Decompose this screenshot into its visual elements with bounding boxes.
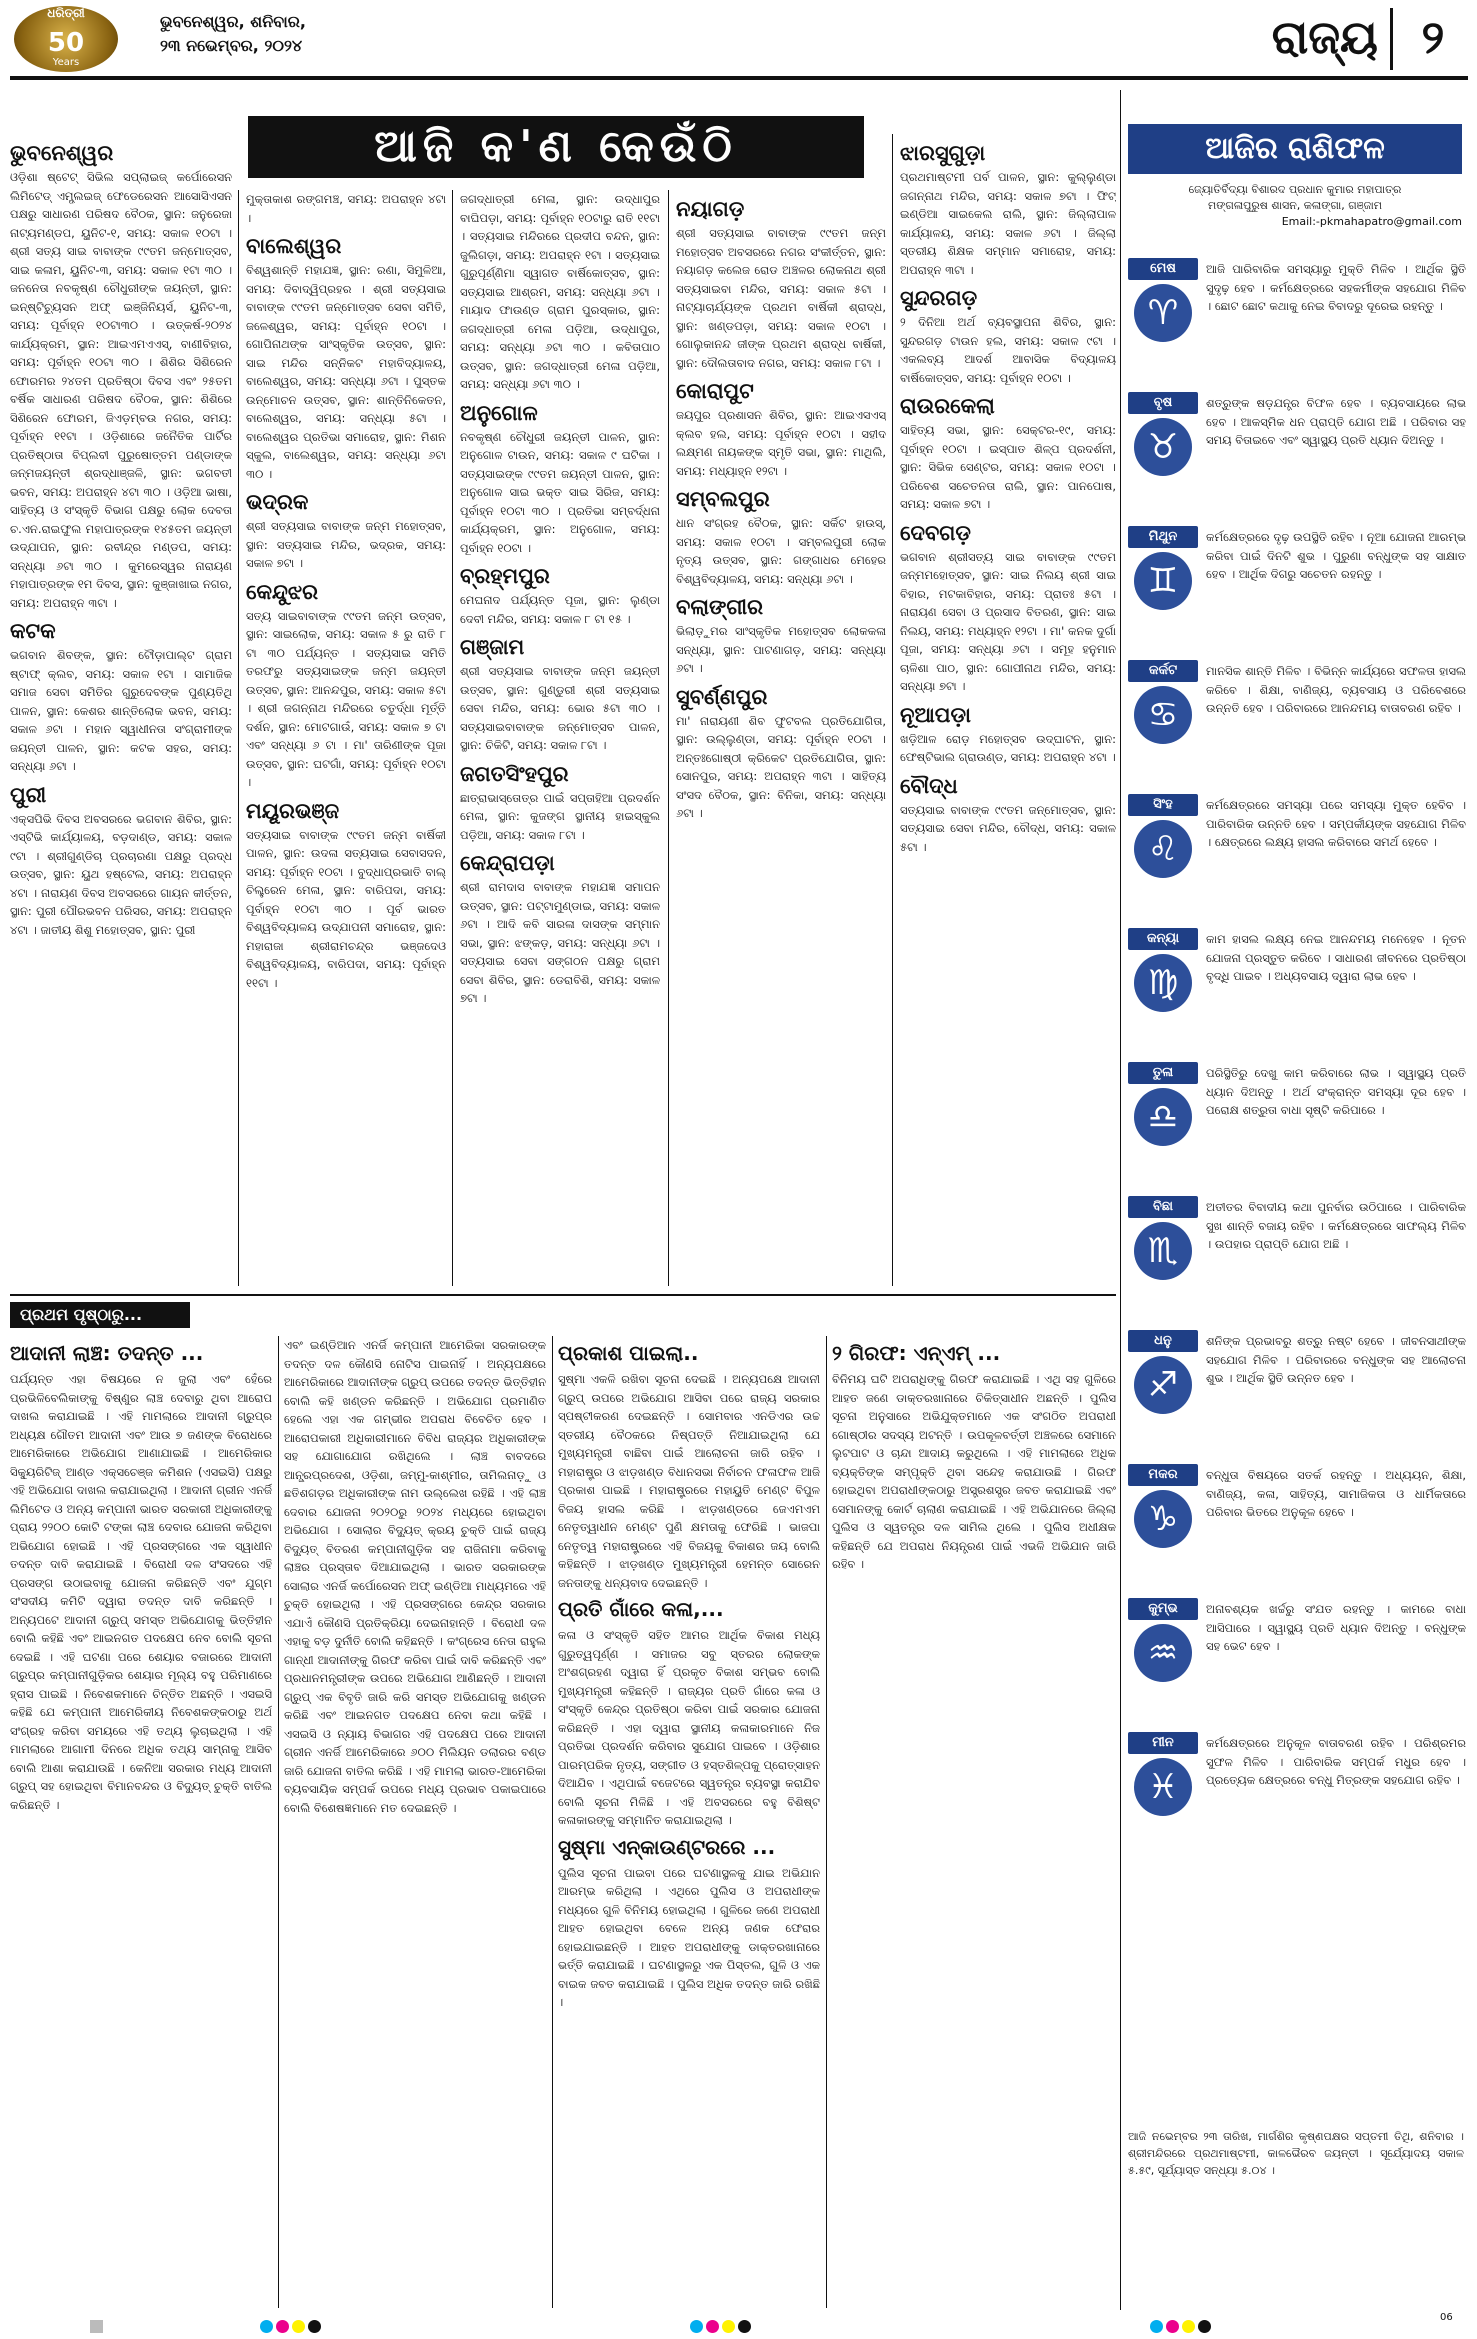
zodiac-icon: ♉	[1134, 418, 1192, 476]
astrologer-address: ମଙ୍ଗଳାପୁରୁଷ ଶାସନ, କଳାଙ୍ଗା, ଗଞ୍ଜାମ	[1208, 199, 1382, 212]
zodiac-icon: ♒	[1134, 1624, 1192, 1682]
district-heading: ଭୁବନେଶ୍ୱର	[10, 141, 114, 165]
column-divider	[238, 190, 239, 1286]
column-divider	[892, 134, 893, 1286]
astrologer-email: Email:-pkmahapatro@gmail.com	[1281, 215, 1462, 228]
zodiac-sign	[1128, 928, 1198, 1012]
article-column-4	[832, 1336, 1116, 2308]
events-column-4	[676, 190, 886, 1286]
event-listing: ଶ୍ରୀ ସତ୍ୟସାଇ ବାବାଙ୍କ ଜନ୍ମ ମହୋତ୍ସବ, ସ୍ଥାନ: ସତ୍ୟସାଇ ମନ୍ଦିର, ଭଦ୍ରକ, ସମୟ: ସକାଳ ୭ଟା ।	[246, 519, 446, 570]
district-heading: ସୁନ୍ଦରଗଡ଼	[900, 286, 978, 310]
events-column-2	[246, 190, 446, 1286]
title-divider	[1390, 8, 1393, 70]
zodiac-forecast: କାମ ହାସଲ ଲକ୍ଷ୍ୟ ନେଇ ଆନନ୍ଦମୟ ମନେହେବ । ନୂତନ ଯୋଜନା ପ୍ରସ୍ତୁତ କରିବେ । ସାଧାରଣ ଜୀବନରେ ପ୍ରତିଷ୍ଠା ବୃଦ୍ଧି ପାଇବ । ଅଧ୍ୟବସାୟ ଦ୍ୱାରା ଲାଭ ହେବ ।	[1206, 932, 1466, 983]
event-listing: ସତ୍ୟ ସାଇବାବାଙ୍କ ୯୯ତମ ଜନ୍ମ ଉତ୍ସବ, ସ୍ଥାନ: ସାଇଲୋକ, ସମୟ: ସକାଳ ୫ ରୁ ରାତି ୮ ଟା ୩୦ ପର୍ଯ୍ୟନ୍ତ । ସତ୍ୟସାଇ ସମିତି ତରଫରୁ ସତ୍ୟସାଇଙ୍କ ଜନ୍ମ ଜୟନ୍ତୀ ଉତ୍ସବ, ସ୍ଥାନ: ଆନନ୍ଦପୁର, ସମୟ: ସକାଳ ୫ଟା । ଶ୍ରୀ ଜଗନ୍ନାଥ ମନ୍ଦିରରେ ଚତୁର୍ଦ୍ଧା ମୂର୍ତ୍ତି ଦର୍ଶନ, ସ୍ଥାନ: ମୋଟଗାଉଁ, ସମୟ: ସକାଳ ୭ ଟା ଏବଂ ସନ୍ଧ୍ୟା ୬ ଟା । ମା' ତାରିଣୀଙ୍କ ପୂଜା ଉତ୍ସବ, ସ୍ଥାନ: ଘଟଗାଁ, ସମୟ: ପୂର୍ବାହ୍ନ ୧୦ଟା ।	[246, 608, 446, 789]
panjika-text: ଆଜି ନଭେମ୍ବର ୨୩ ତାରିଖ, ମାର୍ଗଶିର କୃଷ୍ଣପକ୍ଷର ସପ୍ତମୀ ତିଥି, ଶନିବାର । ଶ୍ରୀମନ୍ଦିରରେ ପ୍ରଥମାଷ୍ଟମୀ, କାଳଭୈରବ ଜୟନ୍ତୀ । ସୂର୍ଯ୍ୟୋଦୟ ସକାଳ ୫.୫୯, ସୂର୍ଯ୍ୟାସ୍ତ ସନ୍ଧ୍ୟା ୫.୦୪ ।	[1128, 2130, 1464, 2177]
newspaper-logo	[14, 6, 118, 72]
article-headline: ପ୍ରତି ଗାଁରେ କଳା,...	[558, 1597, 724, 1621]
zodiac-sign	[1128, 392, 1198, 476]
zodiac-icon: ♓	[1134, 1758, 1192, 1816]
event-listing: ଜୟପୁର ପ୍ରଶାସନ ଶିବିର, ସ୍ଥାନ: ଆଇଏସଏସ୍ କ୍ଲବ ହଲ, ସମୟ: ପୂର୍ବାହ୍ନ ୧୦ଟା । ସହୀଦ ଲକ୍ଷ୍ମଣ ନାୟକଙ୍କ ସ୍ମୃତି ସଭା, ସ୍ଥାନ: ମାଥିଲି, ସମୟ: ମଧ୍ୟାହ୍ନ ୧୨ଟା ।	[676, 408, 886, 478]
events-column-3	[460, 190, 660, 1286]
zodiac-label: ମିଥୁନ	[1128, 526, 1198, 548]
zodiac-sign	[1128, 1062, 1198, 1146]
zodiac-icon: ♌	[1134, 820, 1192, 878]
zodiac-forecast: ଆଜି ପାରିବାରିକ ସମସ୍ୟାରୁ ମୁକ୍ତି ମିଳିବ । ଆର୍ଥିକ ସ୍ଥିତି ସୁଦୃଢ଼ ହେବ । କର୍ମକ୍ଷେତ୍ରରେ ସହକର୍ମୀଙ୍କ ସହଯୋଗ ମିଳିବ । ଛୋଟ ଛୋଟ କଥାକୁ ନେଇ ବିବାଦରୁ ଦୂରେଇ ରହନ୍ତୁ ।	[1206, 262, 1466, 313]
zodiac-label: ସିଂହ	[1128, 794, 1198, 816]
district-heading: ବାଲେଶ୍ୱର	[246, 234, 342, 258]
zodiac-forecast: କର୍ମକ୍ଷେତ୍ରରେ ଅନୁକୂଳ ବାତାବରଣ ରହିବ । ପରିଶ୍ରମର ସୁଫଳ ମିଳିବ । ପାରିବାରିକ ସମ୍ପର୍କ ମଧୁର ହେବ । ପ୍ରତ୍ୟେକ କ୍ଷେତ୍ରରେ ବନ୍ଧୁ ମିତ୍ରଙ୍କ ସହଯୋଗ ରହିବ ।	[1206, 1736, 1466, 1787]
print-marks	[690, 2318, 754, 2332]
page-code: 06	[1440, 2312, 1453, 2323]
column-divider	[278, 1336, 279, 2308]
district-heading: କେନ୍ଦୁଝର	[246, 579, 319, 604]
event-listing: ଭଗବାନ ଶିବଙ୍କ, ସ୍ଥାନ: ଟୌଡ଼ାପାଲ୍ଟ ଗ୍ରାମ ଷ୍ଟାଫ୍ କ୍ଲବ, ସମୟ: ସକାଳ ୧ଟା । ସାମାଜିକ ସମାଜ ସେବା ସମିତିର ଗୁରୁଦେବଙ୍କ ପୁଣ୍ୟତିଥି ପାଳନ, ସ୍ଥାନ: କେଶର ଶାନ୍ତିଲୋକ ଭବନ, ସମୟ: ସକାଳ ୬ଟା । ମହାନ ସ୍ୱାଧୀନତା ସଂଗ୍ରାମୀଙ୍କ ଜୟନ୍ତୀ ପାଳନ, ସ୍ଥାନ: କଟକ ସହର, ସମୟ: ସନ୍ଧ୍ୟା ୬ଟା ।	[10, 648, 232, 773]
zodiac-forecast: ଶନିଙ୍କ ପ୍ରଭାବରୁ ଶତ୍ରୁ ନଷ୍ଟ ହେବେ । ଜୀବନସାଥୀଙ୍କ ସହଯୋଗ ମିଳିବ । ପରିବାରରେ ବନ୍ଧୁଙ୍କ ସହ ଆଲୋଚନା ଶୁଭ । ଆର୍ଥିକ ସ୍ଥିତି ଉନ୍ନତ ହେବ ।	[1206, 1334, 1466, 1385]
column-divider	[826, 1336, 827, 2308]
rashifal-credit	[1128, 182, 1462, 230]
event-listing: ମୁକ୍ତାକାଶ ରଙ୍ଗମଞ୍ଚ, ସମୟ: ଅପରାହ୍ନ ୪ଟା ।	[246, 192, 446, 225]
article-headline: ସୁଷ୍ମା ଏନ୍‌କାଉଣ୍ଟରରେ ...	[558, 1834, 776, 1859]
article-body: ବିନିମୟ ଘଟି ଅପରାଧିଙ୍କୁ ଗିରଫ କରାଯାଇଛି । ଏଥି ସହ ଗୁଳିରେ ଆହତ ଜଣେ ଡାକ୍ତରଖାନାରେ ଚିକିତ୍ସାଧୀନ ଅଛନ୍ତି । ପୁଲିସ ସୂଚନା ଅନୁସାରେ ଅଭିଯୁକ୍ତମାନେ ଏକ ସଂଗଠିତ ଅପରାଧୀ ଗୋଷ୍ଠୀର ସଦସ୍ୟ ଅଟନ୍ତି । ଉପକୂଳବର୍ତ୍ତୀ ଅଞ୍ଚଳରେ ସେମାନେ ଲୁଟପାଟ ଓ ଚାନ୍ଦା ଆଦାୟ କରୁଥିଲେ । ଏହି ମାମଲାରେ ଅଧିକ ବ୍ୟକ୍ତିଙ୍କ ସମ୍ପୃକ୍ତି ଥିବା ସନ୍ଦେହ କରାଯାଉଛି । ଗିରଫ ହୋଇଥିବା ଅପରାଧୀଙ୍କଠାରୁ ଅସ୍ତ୍ରଶସ୍ତ୍ର ଜବତ କରାଯାଇଛି ଏବଂ ସେମାନଙ୍କୁ କୋର୍ଟ ଚାଲାଣ କରାଯାଇଛି । ଏହି ଅଭିଯାନରେ ଜିଲ୍ଲା ପୁଲିସ ଓ ସ୍ୱତନ୍ତ୍ର ଦଳ ସାମିଲ ଥିଲେ । ପୁଲିସ ଅଧୀକ୍ଷକ କହିଛନ୍ତି ଯେ ଅପରାଧ ନିୟନ୍ତ୍ରଣ ପାଇଁ ଏଭଳି ଅଭିଯାନ ଜାରି ରହିବ ।	[832, 1372, 1116, 1571]
district-heading: ଗଞ୍ଜାମ	[460, 635, 525, 659]
district-heading: ମୟୂରଭଞ୍ଜ	[246, 798, 340, 823]
event-listing: ସାହିତ୍ୟ ସଭା, ସ୍ଥାନ: ସେକ୍ଟର-୧୯, ସମୟ: ପୂର୍ବାହ୍ନ ୧୦ଟା । ଇସ୍ପାତ ଶିଳ୍ପ ପ୍ରଦର୍ଶନୀ, ସ୍ଥାନ: ସିଭିକ ସେଣ୍ଟର, ସମୟ: ସକାଳ ୧୦ଟା । ପରିବେଶ ସଚେତନତା ରାଲି, ସ୍ଥାନ: ପାନପୋଷ, ସମୟ: ସକାଳ ୭ଟା ।	[900, 423, 1116, 511]
event-listing: ପ୍ରଥମାଷ୍ଟମୀ ପର୍ବ ପାଳନ, ସ୍ଥାନ: କୁଲ୍ଲୁଣ୍ଡା ଜଗନ୍ନାଥ ମନ୍ଦିର, ସମୟ: ସକାଳ ୭ଟା । ଫିଟ୍ ଇଣ୍ଡିଆ ସାଇକେଲ ରାଲି, ସ୍ଥାନ: ଜିଲ୍ଲାପାଳ କାର୍ଯ୍ୟାଳୟ, ସମୟ: ସକାଳ ୬ଟା । ଜିଲ୍ଲା ସ୍ତରୀୟ ଶିକ୍ଷକ ସମ୍ମାନ ସମାରୋହ, ସମୟ: ଅପରାହ୍ନ ୩ଟା ।	[900, 170, 1116, 277]
event-listing: ମେଘନାଦ ପର୍ଯ୍ୟନ୍ତ ପୂଜା, ସ୍ଥାନ: ଲୁଣ୍ଡା ଦେବୀ ମନ୍ଦିର, ସମୟ: ସକାଳ ୮ ଟା ୧୫ ।	[460, 593, 660, 626]
zodiac-label: ମୀନ	[1128, 1732, 1198, 1754]
column-divider	[452, 190, 453, 1286]
district-heading: ବଲାଙ୍ଗୀର	[676, 595, 763, 619]
column-divider	[668, 190, 669, 1286]
logo-number: 50	[47, 28, 85, 58]
article-body: ଏବଂ ଇଣ୍ଡିଆନ ଏନର୍ଜି କମ୍ପାନୀ ଆମେରିକା ସରକାରଙ୍କ ତଦନ୍ତ ଦଳ କୌଣସି ନୋଟିସ ପାଇନାହିଁ । ଅନ୍ୟପକ୍ଷରେ ଆମେରିକାରେ ଆଦାନୀଙ୍କ ଗ୍ରୁପ୍ ଉପରେ ତଦନ୍ତ ଭିତ୍ତିହୀନ ବୋଲି କହି ଖଣ୍ଡନ କରିଛନ୍ତି । ଅଭିଯୋଗ ପ୍ରମାଣିତ ହେଲେ ଏହା ଏକ ଗମ୍ଭୀର ଅପରାଧ ବିବେଚିତ ହେବ । ଆରୋପକାରୀ ଅଧିକାରୀମାନେ ବିବିଧ ରାଜ୍ୟର ଅଧିକାରୀଙ୍କ ସହ ଯୋଗାଯୋଗ ରଖିଥିଲେ । ଲାଞ୍ଚ ବାବଦରେ ଆନ୍ଧ୍ରପ୍ରଦେଶ, ଓଡ଼ିଶା, ଜମ୍ମୁ-କାଶ୍ମୀର, ତାମିଲନାଡ଼ୁ ଓ ଛତିଶଗଡ଼ର ଅଧିକାରୀଙ୍କ ନାମ ଉଲ୍ଲେଖ ରହିଛି । ଏହି ଲାଞ୍ଚ ଦେବାର ଯୋଜନା ୨୦୨୦ରୁ ୨୦୨୪ ମଧ୍ୟରେ ହୋଇଥିବା ଅଭିଯୋଗ । ସୋଲାର ବିଦ୍ୟୁତ୍ କ୍ରୟ ଚୁକ୍ତି ପାଇଁ ରାଜ୍ୟ ବିଦ୍ୟୁତ୍ ବିତରଣ କମ୍ପାନୀଗୁଡ଼ିକ ସହ ରାଜିନାମା କରିବାକୁ ଲାଞ୍ଚର ପ୍ରସ୍ତାବ ଦିଆଯାଇଥିଲା । ଭାରତ ସରକାରଙ୍କ ସୋଲାର ଏନର୍ଜି କର୍ପୋରେସନ ଅଫ୍ ଇଣ୍ଡିଆ ମାଧ୍ୟମରେ ଏହି ଚୁକ୍ତି ହୋଇଥିଲା । ଏହି ପ୍ରସଙ୍ଗରେ କେନ୍ଦ୍ର ସରକାର ଏଯାଏଁ କୌଣସି ପ୍ରତିକ୍ରିୟା ଦେଇନାହାନ୍ତି । ବିରୋଧୀ ଦଳ ଏହାକୁ ବଡ଼ ଦୁର୍ନୀତି ବୋଲି କହିଛନ୍ତି । କଂଗ୍ରେସ ନେତା ରାହୁଲ ଗାନ୍ଧୀ ଆଦାନୀଙ୍କୁ ଗିରଫ କରିବା ପାଇଁ ଦାବି କରିଛନ୍ତି ଏବଂ ପ୍ରଧାନମନ୍ତ୍ରୀଙ୍କ ଉପରେ ଅଭିଯୋଗ ଆଣିଛନ୍ତି । ଆଦାନୀ ଗ୍ରୁପ୍ ଏକ ବିବୃତି ଜାରି କରି ସମସ୍ତ ଅଭିଯୋଗକୁ ଖଣ୍ଡନ କରିଛି ଏବଂ ଆଇନଗତ ପଦକ୍ଷେପ ନେବା କଥା କହିଛି । ଏସଇସି ଓ ନ୍ୟାୟ ବିଭାଗର ଏହି ପଦକ୍ଷେପ ପରେ ଆଦାନୀ ଗ୍ରୀନ ଏନର୍ଜି ଆମେରିକାରେ ୬୦୦ ମିଲିୟନ ଡଲାରର ବଣ୍ଡ ଜାରି ଯୋଜନା ବାତିଲ କରିଛି । ଏହି ମାମଲା ଭାରତ-ଆମେରିକା ବ୍ୟବସାୟିକ ସମ୍ପର୍କ ଉପରେ ମଧ୍ୟ ପ୍ରଭାବ ପକାଇପାରେ ବୋଲି ବିଶେଷଜ୍ଞମାନେ ମତ ଦେଇଛନ୍ତି ।	[284, 1338, 546, 1815]
zodiac-sign	[1128, 258, 1198, 342]
zodiac-sign	[1128, 794, 1198, 878]
district-heading: ସୁବର୍ଣ୍ଣପୁର	[676, 684, 768, 709]
district-heading: ବୌଦ୍ଧ	[900, 773, 958, 798]
zodiac-icon: ♎	[1134, 1088, 1192, 1146]
section-rule	[10, 1294, 1116, 1296]
astrologer-name: ଜ୍ୟୋତିର୍ବିଦ୍ୟା ବିଶାରଦ ପ୍ରଧାନ କୁମାର ମହାପାତ୍ର	[1188, 183, 1402, 196]
district-heading: ରାଉରକେଲା	[900, 394, 995, 418]
event-listing: ଖଡ଼ିଆଳ ରୋଡ଼ ମହୋତ୍ସବ ଉଦ୍‌ଘାଟନ, ସ୍ଥାନ: ଫେଷ୍ଟିଭାଲ ଗ୍ରାଉଣ୍ଡ, ସମୟ: ଅପରାହ୍ନ ୪ଟା ।	[900, 731, 1116, 764]
event-listing: ଶ୍ରୀ ସତ୍ୟସାଇ ବାବାଙ୍କ ୯୯ତମ ଜନ୍ମ ମହୋତ୍ସବ ଅବସରରେ ନଗର ସଂକୀର୍ତ୍ତନ, ସ୍ଥାନ: ନୟାଗଡ଼ କଲେଜ ରୋଡ ଅଞ୍ଚଳର ଲୋକନାଥ ଶ୍ରୀ ସତ୍ୟସାଇବା ମନ୍ଦିର, ସମୟ: ସକାଳ ୫ଟା । ନାଟ୍ୟାଚାର୍ଯ୍ୟଙ୍କ ପ୍ରଥମ ବାର୍ଷିକୀ ଶ୍ରାଦ୍ଧ, ସ୍ଥାନ: ଖଣ୍ଡପଡ଼ା, ସମୟ: ସକାଳ ୧୦ଟା । ଗୋଲୁକାନନ୍ଦ ଜୀଙ୍କ ପ୍ରଥମ ଶ୍ରାଦ୍ଧ ବାର୍ଷିକୀ, ସ୍ଥାନ: ଦୌଲତାବାଦ ନଗର, ସମୟ: ସକାଳ ୮ଟା ।	[676, 226, 886, 370]
zodiac-label: ବିଛା	[1128, 1196, 1198, 1218]
district-heading: ନୂଆପଡ଼ା	[900, 702, 971, 727]
zodiac-sign	[1128, 526, 1198, 610]
zodiac-sign	[1128, 1196, 1198, 1280]
zodiac-forecast: ପରିସ୍ଥିତିରୁ ଦେଖୁ କାମ କରିବାରେ ଲାଭ । ସ୍ୱାସ୍ଥ୍ୟ ପ୍ରତି ଧ୍ୟାନ ଦିଅନ୍ତୁ । ଅର୍ଥ ସଂକ୍ରାନ୍ତ ସମସ୍ୟା ଦୂର ହେବ । ପରୋକ୍ଷ ଶତ୍ରୁତା ବାଧା ସୃଷ୍ଟି କରିପାରେ ।	[1206, 1066, 1466, 1117]
event-listing: ଓଡ଼ିଶା ଷ୍ଟେଟ୍ ସିଭିଲ ସପ୍ଲାଇଜ୍ କର୍ପୋରେସନ ଲିମିଟେଡ୍ ଏମ୍ପ୍ଲଇଜ୍ ଫେଡେରେସନ ଆସୋସିଏସନ ପକ୍ଷରୁ ସାଧାରଣ ପରିଷଦ ବୈଠକ, ସ୍ଥାନ: ଜନୁରେଜା ନାଟ୍ୟମଣ୍ଡପ, ୟୁନିଟ-୧, ସମୟ: ସକାଳ ୧୦ଟା । ଶ୍ରୀ ସତ୍ୟ ସାଇ ବାବାଙ୍କ ୯୯ତମ ଜନ୍ମୋତ୍ସବ, ସାଇ କଳାମ, ୟୁନିଟ-୩, ସମୟ: ସକାଳ ୧ଟା ୩୦ । ଜନନେତା ନବକୃଷ୍ଣ ଚୌଧୁରୀଙ୍କ ଜୟନ୍ତୀ, ସ୍ଥାନ: ଇନ୍ଷ୍ଟିଚ୍ୟୁସନ ଅଫ୍ ଇଞ୍ଜିନିୟର୍ସ, ୟୁନିଟ-୩, ସମୟ: ପୂର୍ବାହ୍ନ ୧୦ଟା୩୦ । ଉତ୍କର୍ଷ-୨୦୨୪ କାର୍ଯ୍ୟକ୍ରମ, ସ୍ଥାନ: ଆଇଏମଏଏସ୍, ବାଣୀବିହାର, ସମୟ: ପୂର୍ବାହ୍ନ ୧୦ଟା ୩୦ । ଶିଶିର ସିଶିରେନ ଫୋରମର ୨୪ତମ ପ୍ରତିଷ୍ଠା ଦିବସ ଏବଂ ୨୫ତମ ବର୍ଷିକ ସାଧାରଣ ପରିଷଦ ବୈଠକ, ସ୍ଥାନ: ଶିଶିରେ ସିଶିରେନ ଫୋରମ, ଜିଏଡ଼ମ୍ବଉ ନଗର, ସମୟ: ପୂର୍ବାହ୍ନ ୧୧ଟା । ଓଡ଼ିଶାରେ ଜନୈତିକ ପାର୍ଟିର ପ୍ରତିଷ୍ଠାତା ବିପ୍ଲବୀ ପୁରୁଷୋତ୍ତମ ପଣ୍ଡାଙ୍କ ଜନ୍ମଜୟନ୍ତୀ ଶ୍ରଦ୍ଧାଞ୍ଜଳି, ସ୍ଥାନ: ଭଗବତୀ ଭବନ, ସମୟ: ଅପରାହ୍ନ ୪ଟା ୩୦ । ଓଡ଼ିଆ ଭାଷା, ସାହିତ୍ୟ ଓ ସଂସ୍କୃତି ବିଭାଗ ପକ୍ଷରୁ ଲୋକ ଦେବତା ଚ.ଏନ.ରାଇଫୁଲ ମହାପାତ୍ରଙ୍କ ୧୪୫ତମ ଜୟନ୍ତୀ ଉଦ୍ଯାପନ, ସ୍ଥାନ: ରବୀନ୍ଦ୍ର ମଣ୍ଡପ, ସମୟ: ସନ୍ଧ୍ୟା ୬ଟା ୩୦ । କୁମରେସ୍ୱର ନାରାୟଣ ମହାପାତ୍ରଙ୍କ ୧ମ ଦିବସ, ସ୍ଥାନ: କୁଞ୍ଜାଖାଇ ନଗର, ସମୟ: ଅପରାହ୍ନ ୩ଟା ।	[10, 170, 232, 610]
district-heading: କଟକ	[10, 619, 56, 643]
print-marks	[90, 2318, 106, 2332]
event-listing: ଶ୍ରୀ ସତ୍ୟସାଇ ବାବାଙ୍କ ଜନ୍ମ ଜୟନ୍ତୀ ଉତ୍ସବ, ସ୍ଥାନ: ଗୁଣ୍ଡୁରୀ ଶ୍ରୀ ସତ୍ୟସାଇ ସେବା ମନ୍ଦିର, ସମୟ: ଭୋର ୫ଟା ୩୦ । ସତ୍ୟସାଇବାବାଙ୍କ ଜନ୍ମୋତ୍ସବ ପାଳନ, ସ୍ଥାନ: ଚିକିଟି, ସମୟ: ସକାଳ ୮ଟା ।	[460, 664, 660, 752]
zodiac-label: ମେଷ	[1128, 258, 1198, 280]
district-heading: ବ୍ରହ୍ମପୁର	[460, 564, 550, 588]
zodiac-label: ମକର	[1128, 1464, 1198, 1486]
column-divider	[552, 1336, 553, 2308]
events-column-1	[10, 134, 232, 1286]
event-listing: ବିଶ୍ୱଶାନ୍ତି ମହାଯଜ୍ଞ, ସ୍ଥାନ: ରଣା, ସିମୁଳିଆ, ସମୟ: ଦିବାଦ୍ୱିପ୍ରହର । ଶ୍ରୀ ସତ୍ୟସାଇ ବାବାଙ୍କ ୯୯ତମ ଜନ୍ମୋତ୍ସବ ସେବା ସମିତି, ଜଳେଶ୍ୱର, ସମୟ: ପୂର୍ବାହ୍ନ ୧୦ଟା । ଗୋପିନାଥଙ୍କ ସାଂସ୍କୃତିକ ଉତ୍ସବ, ସ୍ଥାନ: ସାଇ ମନ୍ଦିର ସନ୍ନିକଟ ମହାବିଦ୍ୟାଳୟ, ବାଲେଶ୍ୱର, ସମୟ: ସନ୍ଧ୍ୟା ୬ଟା । ପୁସ୍ତକ ଉନ୍ମୋଚନ ଉତ୍ସବ, ସ୍ଥାନ: ଶାନ୍ତିନିକେତନ, ବାଲେଶ୍ୱର, ସମୟ: ସନ୍ଧ୍ୟା ୫ଟା । ବାଲେଶ୍ୱର ପ୍ରତିଭା ସମାରୋହ, ସ୍ଥାନ: ମିଶନ ସ୍କୁଲ, ବାଲେଶ୍ୱର, ସମୟ: ସନ୍ଧ୍ୟା ୬ଟା ୩୦ ।	[246, 263, 446, 481]
zodiac-sign	[1128, 1732, 1198, 1816]
article-body: ସୁଷ୍ମା ଏକଳି ରଖିବା ସୂଚନା ଦେଇଛି । ଅନ୍ୟପକ୍ଷେ ଆଦାନୀ ଗ୍ରୁପ୍ ଉପରେ ଅଭିଯୋଗ ଆସିବା ପରେ ରାଜ୍ୟ ସରକାର ସ୍ପଷ୍ଟୀକରଣ ଦେଇଛନ୍ତି । ସୋମବାର ଏନଡିଏର ଉଚ୍ଚ ସ୍ତରୀୟ ବୈଠକରେ ନିଷ୍ପତ୍ତି ନିଆଯାଇଥିଲା ଯେ ମୁଖ୍ୟମନ୍ତ୍ରୀ ବାଛିବା ପାଇଁ ଆଲୋଚନା ଜାରି ରହିବ । ମହାରାଷ୍ଟ୍ର ଓ ଝାଡ଼ଖଣ୍ଡ ବିଧାନସଭା ନିର୍ବାଚନ ଫଳାଫଳ ଆଜି ପ୍ରକାଶ ପାଇଛି । ମହାରାଷ୍ଟ୍ରରେ ମହାୟୁତି ମେଣ୍ଟ ବିପୁଳ ବିଜୟ ହାସଲ କରିଛି । ଝାଡ଼ଖଣ୍ଡରେ ଜେଏମଏମ ନେତୃତ୍ୱାଧୀନ ମେଣ୍ଟ ପୁଣି କ୍ଷମତାକୁ ଫେରିଛି । ଭାଜପା ନେତୃତ୍ୱ ମହାରାଷ୍ଟ୍ରରେ ଏହି ବିଜୟକୁ ବିକାଶର ଜୟ ବୋଲି କହିଛନ୍ତି । ଝାଡ଼ଖଣ୍ଡ ମୁଖ୍ୟମନ୍ତ୍ରୀ ହେମନ୍ତ ସୋରେନ ଜନତାଙ୍କୁ ଧନ୍ୟବାଦ ଦେଇଛନ୍ତି ।	[558, 1372, 820, 1590]
zodiac-forecast: କର୍ମକ୍ଷେତ୍ରରେ ଦୃଢ଼ ଉପସ୍ଥିତି ରହିବ । ନୂଆ ଯୋଜନା ଆରମ୍ଭ କରିବା ପାଇଁ ଦିନଟି ଶୁଭ । ପୁରୁଣା ବନ୍ଧୁଙ୍କ ସହ ସାକ୍ଷାତ ହେବ । ଆର୍ଥିକ ଦିଗରୁ ସଚେତନ ରହନ୍ତୁ ।	[1206, 530, 1466, 581]
zodiac-forecast: ଅନାବଶ୍ୟକ ଖର୍ଚ୍ଚରୁ ସଂଯତ ରହନ୍ତୁ । କାମରେ ବାଧା ଆସିପାରେ । ସ୍ୱାସ୍ଥ୍ୟ ପ୍ରତି ଧ୍ୟାନ ଦିଅନ୍ତୁ । ବନ୍ଧୁଙ୍କ ସହ ଭେଟ ହେବ ।	[1206, 1602, 1466, 1653]
dateline	[160, 10, 480, 58]
section-title: ରାଜ୍ୟ	[1271, 10, 1378, 64]
continued-from-front-label: ପ୍ରଥମ ପୃଷ୍ଠାରୁ...	[10, 1302, 190, 1328]
zodiac-sign	[1128, 1464, 1198, 1548]
event-listing: ଜଗଦ୍ଧାତ୍ରୀ ମେଳା, ସ୍ଥାନ: ଉଦ୍ଧାପୁର ବାଘିପଡ଼ା, ସମୟ: ପୂର୍ବାହ୍ନ ୧୦ଟାରୁ ରାତି ୧୧ଟା । ସତ୍ୟସାଇ ମନ୍ଦିରରେ ପ୍ରଦୀପ ବନ୍ଦନ, ସ୍ଥାନ: ଜୁଲିଗଡ଼ା, ସମୟ: ଅପରାହ୍ନ ୧ଟା । ସତ୍ୟସାଇ ଗୁରୁପୂର୍ଣ୍ଣିମା ସ୍ୱାଗତ ବାର୍ଷିକୋତ୍ସବ, ସ୍ଥାନ: ସତ୍ୟସାଇ ଆଶ୍ରମ, ସମୟ: ସନ୍ଧ୍ୟା ୬ଟା । ମାୟାଦ ଫାଉଣ୍ଡ ଗ୍ରାମ ପୁରସ୍କାର, ସ୍ଥାନ: ଜଗଦ୍ଧାତ୍ରୀ ମେଳା ପଡ଼ିଆ, ଉଦ୍ଧାପୁର, ସମୟ: ସନ୍ଧ୍ୟା ୬ଟା ୩୦ । କବିତାପାଠ ଉତ୍ସବ, ସ୍ଥାନ: ଜଗଦ୍ଧାତ୍ରୀ ମେଳା ପଡ଼ିଆ, ସମୟ: ସନ୍ଧ୍ୟା ୬ଟା ୩୦ ।	[460, 192, 660, 391]
event-listing: ଭିଲାଡ଼ୁମର ସାଂସ୍କୃତିକ ମହୋତ୍ସବ ଲୋକକଳା ସନ୍ଧ୍ୟା, ସ୍ଥାନ: ପାଟଣାଗଡ଼, ସମୟ: ସନ୍ଧ୍ୟା ୬ଟା ।	[676, 624, 886, 675]
zodiac-label: କନ୍ୟା	[1128, 928, 1198, 950]
event-listing: ଛାତ୍ରାଭାସ୍ତୋତ୍ର ପାଇଁ ସପ୍ତାହିଆ ପ୍ରଦର୍ଶନ ମେଳା, ସ୍ଥାନ: କୁଜଙ୍ଗ ସ୍ଥାନୀୟ ହାଇସ୍କୁଲ ପଡ଼ିଆ, ସମୟ: ସକାଳ ୮ଟା ।	[460, 790, 660, 842]
district-heading: ନୟାଗଡ଼	[676, 197, 745, 221]
event-listing: ସତ୍ୟସାଇ ବାବାଙ୍କ ୯୯ତମ ଜନ୍ମୋତ୍ସବ, ସ୍ଥାନ: ସତ୍ୟସାଇ ସେବା ମନ୍ଦିର, ବୌଦ୍ଧ, ସମୟ: ସକାଳ ୫ଟା ।	[900, 802, 1116, 854]
event-listing: ମା' ନାରାୟଣୀ ଶିବ ଫୁଟବଲ ପ୍ରତିଯୋଗିତା, ସ୍ଥାନ: ଉଲ୍ଲୁଣ୍ଡା, ସମୟ: ପୂର୍ବାହ୍ନ ୧୦ଟା । ଅନ୍ତଃଗୋଷ୍ଠୀ କ୍ରିକେଟ ପ୍ରତିଯୋଗିତା, ସ୍ଥାନ: ସୋନପୁର, ସମୟ: ଅପରାହ୍ନ ୩ଟା । ସାହିତ୍ୟ ସଂସଦ ବୈଠକ, ସ୍ଥାନ: ବିନିକା, ସମୟ: ସନ୍ଧ୍ୟା ୬ଟା ।	[676, 713, 886, 820]
zodiac-icon: ♐	[1134, 1356, 1192, 1414]
zodiac-sign	[1128, 660, 1198, 744]
district-heading: ଭଦ୍ରକ	[246, 490, 309, 514]
district-heading: ଦେବଗଡ଼	[900, 520, 971, 545]
zodiac-label: ତୁଳା	[1128, 1062, 1198, 1084]
zodiac-icon: ♊	[1134, 552, 1192, 610]
print-marks	[1150, 2318, 1214, 2332]
zodiac-sign	[1128, 1598, 1198, 1682]
zodiac-forecast: ମାନସିକ ଶାନ୍ତି ମିଳିବ । ବିଭିନ୍ନ କାର୍ଯ୍ୟରେ ସଫଳତା ହାସଲ କରିବେ । ଶିକ୍ଷା, ବାଣିଜ୍ୟ, ବ୍ୟବସାୟ ଓ ପରିବେଶରେ ଉନ୍ନତି ହେବ । ପରିବାରରେ ଆନନ୍ଦମୟ ବାତାବରଣ ରହିବ ।	[1206, 664, 1466, 715]
zodiac-forecast: ବନ୍ଧୁତା ବିଷୟରେ ସତର୍କ ରହନ୍ତୁ । ଅଧ୍ୟୟନ, ଶିକ୍ଷା, ବାଣିଜ୍ୟ, କଳା, ସାହିତ୍ୟ, ସାମାଜିକତା ଓ ଧାର୍ମିକତାରେ ପରିବାର ଭିତରେ ଅନୁକୂଳ ହେବେ ।	[1206, 1468, 1466, 1519]
district-heading: ଜଗତସିଂହପୁର	[460, 761, 569, 786]
district-heading: କେନ୍ଦ୍ରାପଡ଼ା	[460, 851, 555, 875]
banner-title: ଆଜି କ'ଣ କେଉଁଠି	[248, 116, 864, 178]
zodiac-icon: ♍	[1134, 954, 1192, 1012]
event-listing: ଏକ୍ସପିଭି ଦିବସ ଅବସରରେ ଭଗବାନ ଶିବିର, ସ୍ଥାନ: ଏସ୍ଟିଭି କାର୍ଯ୍ୟାଳୟ, ବଡ଼ଦାଣ୍ଡ, ସମୟ: ସକାଳ ୯ଟା । ଶ୍ରୀଗୁଣ୍ଡିଚା ପ୍ରଚାରଣା ପକ୍ଷରୁ ପ୍ରଦ୍ଧ ଉତ୍ସବ, ସ୍ଥାନ: ୟୁଥ ହଷ୍ଟେଲ, ସମୟ: ଅପରାହ୍ନ ୪ଟା । ନାରାୟଣ ଦିବସ ଅବସରରେ ଗାୟନ କୀର୍ତ୍ତନ, ସ୍ଥାନ: ପୁରୀ ପୌରଭବନ ପରିସର, ସମୟ: ଅପରାହ୍ନ ୪ଟା । ଜାତୀୟ ଶିଶୁ ମହୋତ୍ସବ, ସ୍ଥାନ: ପୁରୀ	[10, 811, 232, 937]
zodiac-forecast: କର୍ମକ୍ଷେତ୍ରରେ ସମସ୍ୟା ପରେ ସମସ୍ୟା ମୁକ୍ତ ହେବିବ । ପାରିବାରିକ ଉନ୍ନତି ହେବ । ସମ୍ପର୍କୀୟଙ୍କ ସହଯୋଗ ମିଳିବ । କ୍ଷେତ୍ରରେ ଲକ୍ଷ୍ୟ ହାସଲ କରିବାରେ ସମର୍ଥ ହେବେ ।	[1206, 798, 1466, 849]
dateline-city: ଭୁବନେଶ୍ୱର, ଶନିବାର,	[160, 12, 306, 31]
event-listing: ଭଗବାନ ଶ୍ରୀସତ୍ୟ ସାଇ ବାବାଙ୍କ ୯୯ତମ ଜନ୍ମମହୋତ୍ସବ, ସ୍ଥାନ: ସାଇ ନିଲୟ ଶ୍ରୀ ସାଇ ବିହାର, ମଟକାବିହାର, ସମୟ: ପ୍ରାତଃ ୫ଟା । ନାରାୟଣ ସେବା ଓ ପ୍ରସାଦ ବିତରଣ, ସ୍ଥାନ: ସାଇ ନିଲୟ, ସମୟ: ମଧ୍ୟାହ୍ନ ୧୨ଟା । ମା' କନକ ଦୁର୍ଗା ପୂଜା, ସମୟ: ସନ୍ଧ୍ୟା ୬ଟା । ସମୂହ ହନୁମାନ ଚାଳିଶା ପାଠ, ସ୍ଥାନ: ଗୋପୀନାଥ ମନ୍ଦିର, ସମୟ: ସନ୍ଧ୍ୟା ୭ଟା ।	[900, 549, 1116, 693]
district-heading: ପୁରୀ	[10, 782, 47, 807]
events-column-5	[900, 134, 1116, 1286]
zodiac-sign	[1128, 1330, 1198, 1414]
article-headline: ଆଦାନୀ ଲାଞ୍ଚ: ତଦନ୍ତ ...	[10, 1341, 204, 1365]
zodiac-forecast: ଅତୀତର ବିବାଦୀୟ କଥା ପୁନର୍ବାର ଉଠିପାରେ । ପାରିବାରିକ ସୁଖ ଶାନ୍ତି ବଜାୟ ରହିବ । କର୍ମକ୍ଷେତ୍ରରେ ସାଫଲ୍ୟ ମିଳିବ । ଉପହାର ପ୍ରାପ୍ତି ଯୋଗ ଅଛି ।	[1206, 1200, 1466, 1251]
zodiac-icon: ♈	[1134, 284, 1192, 342]
event-listing: ଶ୍ରୀ ରାମଦାସ ବାବାଙ୍କ ମହାଯଜ୍ଞ ସମାପନ ଉତ୍ସବ, ସ୍ଥାନ: ପଟ୍ଟାମୁଣ୍ଡାଇ, ସମୟ: ସକାଳ ୬ଟା । ଆଦି କବି ସାରଳା ଦାସଙ୍କ ସମ୍ମାନ ସଭା, ସ୍ଥାନ: ଝଙ୍କଡ଼, ସମୟ: ସନ୍ଧ୍ୟା ୬ଟା । ସତ୍ୟସାଇ ସେବା ସଙ୍ଗଠନ ପକ୍ଷରୁ ଗ୍ରାମ ସେବା ଶିବିର, ସ୍ଥାନ: ଡେରାବିଶି, ସମୟ: ସକାଳ ୭ଟା ।	[460, 880, 660, 1005]
article-body: କଳା ଓ ସଂସ୍କୃତି ସହିତ ଆମର ଆର୍ଥିକ ବିକାଶ ମଧ୍ୟ ଗୁରୁତ୍ୱପୂର୍ଣ୍ଣ । ସମାଜର ସବୁ ସ୍ତରର ଲୋକଙ୍କ ଅଂଶଗ୍ରହଣ ଦ୍ୱାରା ହିଁ ପ୍ରକୃତ ବିକାଶ ସମ୍ଭବ ବୋଲି ମୁଖ୍ୟମନ୍ତ୍ରୀ କହିଛନ୍ତି । ରାଜ୍ୟର ପ୍ରତି ଗାଁରେ କଳା ଓ ସଂସ୍କୃତି କେନ୍ଦ୍ର ପ୍ରତିଷ୍ଠା କରିବା ପାଇଁ ସରକାର ଯୋଜନା କରିଛନ୍ତି । ଏହା ଦ୍ୱାରା ସ୍ଥାନୀୟ କଳାକାରମାନେ ନିଜ ପ୍ରତିଭା ପ୍ରଦର୍ଶନ କରିବାର ସୁଯୋଗ ପାଇବେ । ଓଡ଼ିଶାର ପାରମ୍ପରିକ ନୃତ୍ୟ, ସଙ୍ଗୀତ ଓ ହସ୍ତଶିଳ୍ପକୁ ପ୍ରୋତ୍ସାହନ ଦିଆଯିବ । ଏଥିପାଇଁ ବଜେଟରେ ସ୍ୱତନ୍ତ୍ର ବ୍ୟବସ୍ଥା କରାଯିବ ବୋଲି ସୂଚନା ମିଳିଛି । ଏହି ଅବସରରେ ବହୁ ବିଶିଷ୍ଟ କଳାକାରଙ୍କୁ ସମ୍ମାନିତ କରାଯାଇଥିଲା ।	[558, 1628, 820, 1827]
page-number: ୨	[1421, 10, 1445, 64]
zodiac-icon: ♋	[1134, 686, 1192, 744]
event-listing: ନବକୃଷ୍ଣ ଚୌଧୁରୀ ଜୟନ୍ତୀ ପାଳନ, ସ୍ଥାନ: ଅନୁଗୋଳ ଟାଉନ, ସମୟ: ସକାଳ ୯ ଘଟିକା । ସତ୍ୟସାଇଙ୍କ ୯୯ତମ ଜୟନ୍ତୀ ପାଳନ, ସ୍ଥାନ: ଅନୁଗୋଳ ସାଇ ଭକ୍ତ ସାଇ ସିରିଜ, ସମୟ: ପୂର୍ବାହ୍ନ ୧୦ଟା ୩୦ । ପ୍ରତିଭା ସମ୍ବର୍ଦ୍ଧନା କାର୍ଯ୍ୟକ୍ରମ, ସ୍ଥାନ: ଅନୁଗୋଳ, ସମୟ: ପୂର୍ବାହ୍ନ ୧୦ଟା ।	[460, 429, 660, 555]
zodiac-label: କୁମ୍ଭ	[1128, 1598, 1198, 1620]
dateline-date: ୨୩ ନଭେମ୍ବର, ୨୦୨୪	[160, 36, 303, 55]
district-heading: ସମ୍ବଲପୁର	[676, 487, 770, 511]
zodiac-forecast: ଶତ୍ରୁଙ୍କ ଷଡ଼ଯନ୍ତ୍ର ବିଫଳ ହେବ । ବ୍ୟବସାୟରେ ଲାଭ ହେବ । ଆକସ୍ମିକ ଧନ ପ୍ରାପ୍ତି ଯୋଗ ଅଛି । ପରିବାର ସହ ସମୟ ବିତାଇବେ ଏବଂ ସ୍ୱାସ୍ଥ୍ୟ ପ୍ରତି ଧ୍ୟାନ ଦିଅନ୍ତୁ ।	[1206, 396, 1466, 447]
logo-text: ଧରିତ୍ରୀ	[47, 6, 85, 20]
rashifal-title: ଆଜିର ରାଶିଫଳ	[1128, 124, 1462, 174]
article-adani	[10, 1336, 272, 2308]
district-heading: ଅନୁଗୋଳ	[460, 400, 538, 425]
zodiac-icon: ♏	[1134, 1222, 1192, 1280]
zodiac-icon: ♑	[1134, 1490, 1192, 1548]
masthead-rule	[10, 76, 1468, 80]
print-marks	[260, 2318, 324, 2332]
zodiac-label: ବୃଷ	[1128, 392, 1198, 414]
logo-years: Years	[52, 57, 80, 68]
event-listing: ସତ୍ୟସାଇ ବାବାଙ୍କ ୯୯ତମ ଜନ୍ମ ବାର୍ଷିକୀ ପାଳନ, ସ୍ଥାନ: ଉଦଳା ସତ୍ୟସାଇ ସେବାସଦନ, ସମୟ: ପୂର୍ବାହ୍ନ ୧୦ଟା । ବୁଦ୍ଧାପ୍ରଭାତି ବାଲ୍ ଚିଲ୍ଡ୍ରେନ ମେଳା, ସ୍ଥାନ: ବାରିପଦା, ସମୟ: ପୂର୍ବାହ୍ନ ୧୦ଟା ୩୦ । ପୂର୍ବ ଭାରତ ବିଶ୍ୱବିଦ୍ୟାଳୟ ଉଦ୍ଯାପନୀ ସମାରୋହ, ସ୍ଥାନ: ମହାରାଜା ଶ୍ରୀରାମଚନ୍ଦ୍ର ଭଞ୍ଜଦେଓ ବିଶ୍ୱବିଦ୍ୟାଳୟ, ବାରିପଦା, ସମୟ: ପୂର୍ବାହ୍ନ ୧୧ଟା ।	[246, 827, 446, 990]
article-column-3	[558, 1336, 820, 2308]
article-headline: ୨ ଗିରଫ: ଏନ୍‌ଏମ୍ ...	[832, 1341, 1001, 1365]
district-heading: ଝାରସୁଗୁଡ଼ା	[900, 141, 986, 165]
event-listing: ୨ ଦିନିଆ ଅର୍ଥ ବ୍ୟବସ୍ଥାପନା ଶିବିର, ସ୍ଥାନ: ସୁନ୍ଦରଗଡ଼ ଟାଉନ ହଲ, ସମୟ: ସକାଳ ୯ଟା । ଏକଲବ୍ୟ ଆଦର୍ଶ ଆବାସିକ ବିଦ୍ୟାଳୟ ବାର୍ଷିକୋତ୍ସବ, ସମୟ: ପୂର୍ବାହ୍ନ ୧୦ଟା ।	[900, 315, 1116, 385]
article-adani-continued	[284, 1336, 546, 2308]
rashifal-divider	[1120, 90, 1121, 2310]
article-body: ପୁଲିସ ସୂଚନା ପାଇବା ପରେ ଘଟଣାସ୍ଥଳକୁ ଯାଇ ଅଭିଯାନ ଆରମ୍ଭ କରିଥିଲା । ଏଥିରେ ପୁଲିସ ଓ ଅପରାଧୀଙ୍କ ମଧ୍ୟରେ ଗୁଳି ବିନିମୟ ହୋଇଥିଲା । ଗୁଳିରେ ଜଣେ ଅପରାଧୀ ଆହତ ହୋଇଥିବା ବେଳେ ଅନ୍ୟ ଜଣକ ଫେରାର ହୋଇଯାଇଛନ୍ତି । ଆହତ ଅପରାଧୀଙ୍କୁ ଡାକ୍ତରଖାନାରେ ଭର୍ତ୍ତି କରାଯାଇଛି । ଘଟଣାସ୍ଥଳରୁ ଏକ ପିସ୍ତଲ, ଗୁଳି ଓ ଏକ ବାଇକ ଜବତ କରାଯାଇଛି । ପୁଲିସ ଅଧିକ ତଦନ୍ତ ଜାରି ରଖିଛି ।	[558, 1865, 820, 2009]
zodiac-label: ଧନୁ	[1128, 1330, 1198, 1352]
article-headline: ପ୍ରକାଶ ପାଇଲା..	[558, 1341, 699, 1365]
event-listing: ଧାନ ସଂଗ୍ରହ ବୈଠକ, ସ୍ଥାନ: ସର୍କିଟ ହାଉସ୍, ସମୟ: ସକାଳ ୧୦ଟା । ସମ୍ବଲପୁରୀ ଲୋକ ନୃତ୍ୟ ଉତ୍ସବ, ସ୍ଥାନ: ଗଙ୍ଗାଧର ମେହେର ବିଶ୍ୱବିଦ୍ୟାଳୟ, ସମୟ: ସନ୍ଧ୍ୟା ୬ଟା ।	[676, 516, 886, 586]
zodiac-label: କର୍କଟ	[1128, 660, 1198, 682]
article-body: ପର୍ଯ୍ୟନ୍ତ ଏହା ବିଷୟରେ ନ ଜୁଲା ଏବଂ ହେଁରେ ପ୍ରଭିଳିବେଲିକାଙ୍କୁ ବିଷ୍ଣୁର ଲାଞ୍ଚ ଦେବାରୁ ଥିବା ଆରୋପ ଦାଖଲ କରାଯାଇଛି । ଏହି ମାମଲାରେ ଆଦାନୀ ଗ୍ରୁପ୍‌ର ଅଧ୍ୟକ୍ଷ ଗୌତମ ଆଦାନୀ ଏବଂ ଆଉ ୭ ଜଣଙ୍କ ବିରୋଧରେ ଆମେରିକାରେ ଅଭିଯୋଗ ଆଣାଯାଇଛି । ଆମେରିକାର ସିକ୍ୟୁରିଟିଜ୍ ଆଣ୍ଡ ଏକ୍ସଚେଞ୍ଜ କମିଶନ (ଏସଇସି) ପକ୍ଷରୁ ଏହି ଅଭିଯୋଗ ଦାଖଲ କରାଯାଇଥିଲା । ଆଦାନୀ ଗ୍ରୀନ ଏନର୍ଜି ଲିମିଟେଡ ଓ ଅନ୍ୟ କମ୍ପାନୀ ଭାରତ ସରକାରୀ ଅଧିକାରୀଙ୍କୁ ପ୍ରାୟ ୨୨୦୦ କୋଟି ଟଙ୍କା ଲାଞ୍ଚ ଦେବାର ଯୋଜନା କରିଥିବା ଅଭିଯୋଗ ହୋଇଛି । ଏହି ପ୍ରସଙ୍ଗରେ ଏକ ସ୍ୱାଧୀନ ତଦନ୍ତ ଦାବି କରାଯାଇଛି । ବିରୋଧୀ ଦଳ ସଂସଦରେ ଏହି ପ୍ରସଙ୍ଗ ଉଠାଇବାକୁ ଯୋଜନା କରିଛନ୍ତି ଏବଂ ଯୁଗ୍ମ ସଂସଦୀୟ କମିଟି ଦ୍ୱାରା ତଦନ୍ତ ଦାବି କରିଛନ୍ତି । ଅନ୍ୟପଟେ ଆଦାନୀ ଗ୍ରୁପ୍ ସମସ୍ତ ଅଭିଯୋଗକୁ ଭିତ୍ତିହୀନ ବୋଲି କହିଛି ଏବଂ ଆଇନଗତ ପଦକ୍ଷେପ ନେବ ବୋଲି ସୂଚନା ଦେଇଛି । ଏହି ଘଟଣା ପରେ ଶେୟାର ବଜାରରେ ଆଦାନୀ ଗ୍ରୁପ୍‌ର କମ୍ପାନୀଗୁଡ଼ିକର ଶେୟାର ମୂଲ୍ୟ ବହୁ ପରିମାଣରେ ହ୍ରାସ ପାଇଛି । ନିବେଶକମାନେ ଚିନ୍ତିତ ଅଛନ୍ତି । ଏସଇସି କହିଛି ଯେ କମ୍ପାନୀ ଆମେରିକୀୟ ନିବେଶକଙ୍କଠାରୁ ଅର୍ଥ ସଂଗ୍ରହ କରିବା ସମୟରେ ଏହି ତଥ୍ୟ ଲୁଚାଇଥିଲା । ଏହି ମାମଲାରେ ଆଗାମୀ ଦିନରେ ଅଧିକ ତଥ୍ୟ ସାମ୍ନାକୁ ଆସିବ ବୋଲି ଆଶା କରାଯାଉଛି । କେନିଆ ସରକାର ମଧ୍ୟ ଆଦାନୀ ଗ୍ରୁପ୍ ସହ ହୋଇଥିବା ବିମାନବନ୍ଦର ଓ ବିଦ୍ୟୁତ୍ ଚୁକ୍ତି ବାତିଲ କରିଛନ୍ତି ।	[10, 1372, 272, 1812]
district-heading: କୋରାପୁଟ	[676, 379, 754, 403]
